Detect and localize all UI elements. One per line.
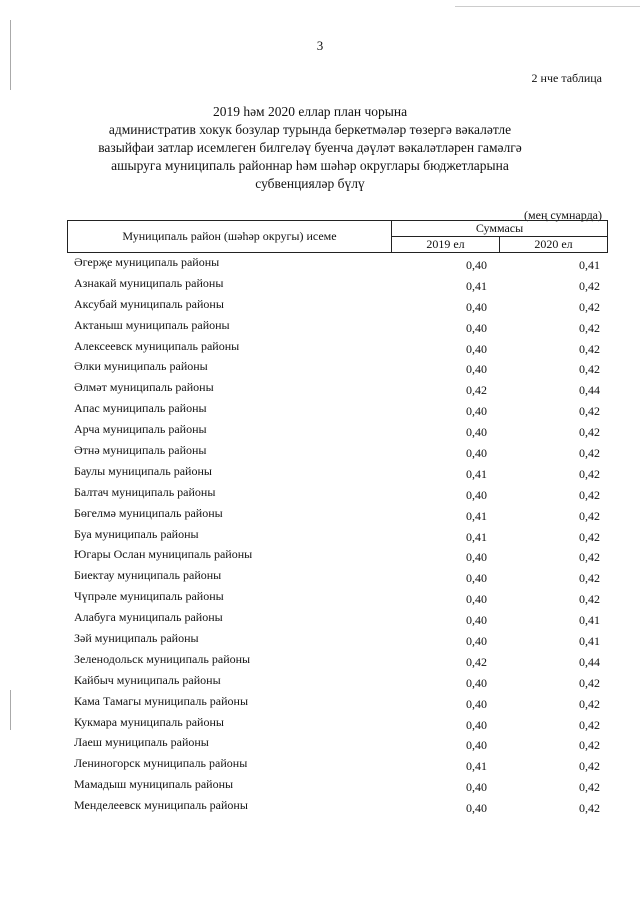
district-name: Аксубай муниципаль районы — [74, 296, 224, 311]
title-line: 2019 һәм 2020 еллар план чорына — [212, 104, 408, 119]
table-row — [74, 422, 604, 443]
table-row — [74, 610, 604, 631]
table-row — [74, 464, 604, 485]
value-2020: 0,42 — [579, 446, 600, 461]
scan-margin-line — [10, 20, 11, 90]
scan-edge-line — [455, 6, 640, 7]
value-2020: 0,42 — [579, 550, 600, 565]
district-name: Лаеш муниципаль районы — [74, 735, 209, 750]
district-name: Алексеевск муниципаль районы — [74, 338, 240, 353]
value-2020: 0,42 — [579, 717, 600, 732]
table-label: 2 нче таблица — [531, 71, 602, 85]
district-name: Мамадыш муниципаль районы — [74, 777, 234, 792]
district-name: Биектау муниципаль районы — [74, 568, 222, 583]
district-name: Әлмәт муниципаль районы — [74, 380, 214, 395]
page-number: 3 — [316, 38, 324, 53]
value-2019: 0,40 — [466, 717, 487, 732]
value-2020: 0,42 — [579, 529, 600, 544]
document-title — [90, 103, 530, 193]
value-2020: 0,41 — [579, 634, 600, 649]
table-row — [74, 297, 604, 318]
value-2019: 0,40 — [466, 592, 487, 607]
table-row — [74, 318, 604, 339]
table-row — [74, 527, 604, 548]
value-2020: 0,41 — [579, 613, 600, 628]
value-2019: 0,40 — [466, 550, 487, 565]
value-2019: 0,40 — [466, 801, 487, 816]
value-2019: 0,40 — [466, 780, 487, 795]
value-2020: 0,42 — [579, 780, 600, 795]
table-row — [74, 443, 604, 464]
value-2020: 0,42 — [579, 738, 600, 753]
table-header — [67, 220, 608, 253]
scan-margin-line — [10, 690, 11, 730]
table-row — [74, 798, 604, 819]
table-row — [74, 735, 604, 756]
value-2019: 0,40 — [466, 404, 487, 419]
value-2019: 0,40 — [466, 299, 487, 314]
value-2019: 0,40 — [466, 634, 487, 649]
table-row — [74, 359, 604, 380]
value-2019: 0,41 — [466, 278, 487, 293]
value-2019: 0,40 — [466, 341, 487, 356]
value-2019: 0,40 — [466, 571, 487, 586]
district-name: Балтач муниципаль районы — [74, 484, 216, 499]
value-2020: 0,42 — [579, 404, 600, 419]
table-row — [74, 506, 604, 527]
table-row — [74, 339, 604, 360]
table-row — [74, 652, 604, 673]
district-name: Апас муниципаль районы — [74, 401, 207, 416]
table-row — [74, 756, 604, 777]
district-name: Буа муниципаль районы — [74, 526, 199, 541]
value-2019: 0,40 — [466, 487, 487, 502]
value-2019: 0,42 — [466, 383, 487, 398]
value-2020: 0,41 — [579, 258, 600, 272]
district-name: Зеленодольск муниципаль районы — [74, 651, 251, 666]
header-year-2020: 2020 ел — [534, 237, 573, 251]
value-2020: 0,42 — [579, 801, 600, 816]
value-2020: 0,42 — [579, 696, 600, 711]
table-row — [74, 485, 604, 506]
value-2020: 0,42 — [579, 320, 600, 335]
value-2019: 0,40 — [466, 258, 487, 272]
value-2019: 0,41 — [466, 759, 487, 774]
value-2019: 0,42 — [466, 654, 487, 669]
value-2020: 0,42 — [579, 592, 600, 607]
value-2020: 0,44 — [579, 383, 600, 398]
value-2019: 0,40 — [466, 696, 487, 711]
value-2020: 0,42 — [579, 759, 600, 774]
table-row — [74, 401, 604, 422]
table-row — [74, 715, 604, 736]
value-2020: 0,42 — [579, 508, 600, 523]
table-row — [74, 276, 604, 297]
district-name: Кама Тамагы муниципаль районы — [74, 693, 249, 708]
district-name: Әгерҗе муниципаль районы — [74, 255, 220, 269]
district-name: Зәй муниципаль районы — [74, 631, 199, 646]
header-name-column: Муниципаль район (шәһәр округы) исеме — [68, 221, 392, 252]
value-2020: 0,42 — [579, 487, 600, 502]
title-line: вазыйфаи затлар исемлеген билгеләү буенча дәүләт вәкаләтләрен гамәлгә — [98, 140, 522, 155]
district-name: Менделеевск муниципаль районы — [74, 798, 248, 813]
table-row — [74, 380, 604, 401]
district-name: Кайбыч муниципаль районы — [74, 672, 221, 687]
value-2020: 0,44 — [579, 654, 600, 669]
title-line: субвенцияләр бүлү — [255, 176, 365, 191]
table-body — [74, 255, 604, 819]
table-row — [74, 255, 604, 276]
district-name: Әтнә муниципаль районы — [74, 443, 207, 458]
table-row — [74, 547, 604, 568]
district-name: Бөгелмә муниципаль районы — [74, 505, 223, 520]
district-name: Алабуга муниципаль районы — [74, 610, 223, 625]
value-2019: 0,40 — [466, 320, 487, 335]
value-2020: 0,42 — [579, 278, 600, 293]
header-sum-column: Суммасы — [392, 221, 607, 237]
units-note: (мең сумнарда) — [524, 208, 602, 222]
value-2019: 0,40 — [466, 675, 487, 690]
value-2019: 0,41 — [466, 529, 487, 544]
district-name: Актаныш муниципаль районы — [74, 317, 230, 332]
district-name: Лениногорск муниципаль районы — [74, 756, 248, 771]
district-name: Әлки муниципаль районы — [74, 359, 208, 374]
value-2019: 0,40 — [466, 425, 487, 440]
header-year-2019: 2019 ел — [392, 237, 500, 252]
title-line: ашыруга муниципаль районнар һәм шәһәр округлары бюджетларына — [111, 158, 509, 173]
table-row — [74, 673, 604, 694]
district-name: Чүпрәле муниципаль районы — [74, 589, 224, 604]
district-name: Азнакай муниципаль районы — [74, 275, 224, 290]
value-2019: 0,40 — [466, 362, 487, 377]
value-2020: 0,42 — [579, 425, 600, 440]
value-2019: 0,41 — [466, 508, 487, 523]
table-row — [74, 777, 604, 798]
district-name: Югары Ослан муниципаль районы — [74, 547, 253, 562]
value-2020: 0,42 — [579, 675, 600, 690]
value-2020: 0,42 — [579, 466, 600, 481]
value-2020: 0,42 — [579, 299, 600, 314]
district-name: Кукмара муниципаль районы — [74, 714, 224, 729]
value-2019: 0,40 — [466, 446, 487, 461]
value-2020: 0,42 — [579, 341, 600, 356]
value-2019: 0,40 — [466, 613, 487, 628]
value-2020: 0,42 — [579, 362, 600, 377]
table-row — [74, 589, 604, 610]
value-2019: 0,41 — [466, 466, 487, 481]
value-2019: 0,40 — [466, 738, 487, 753]
table-row — [74, 568, 604, 589]
title-line: административ хокук бозулар турында беркетмәләр төзергә вәкаләтле — [108, 122, 512, 137]
table-row — [74, 694, 604, 715]
district-name: Арча муниципаль районы — [74, 422, 207, 437]
value-2020: 0,42 — [579, 571, 600, 586]
district-name: Баулы муниципаль районы — [74, 463, 212, 478]
table-row — [74, 631, 604, 652]
